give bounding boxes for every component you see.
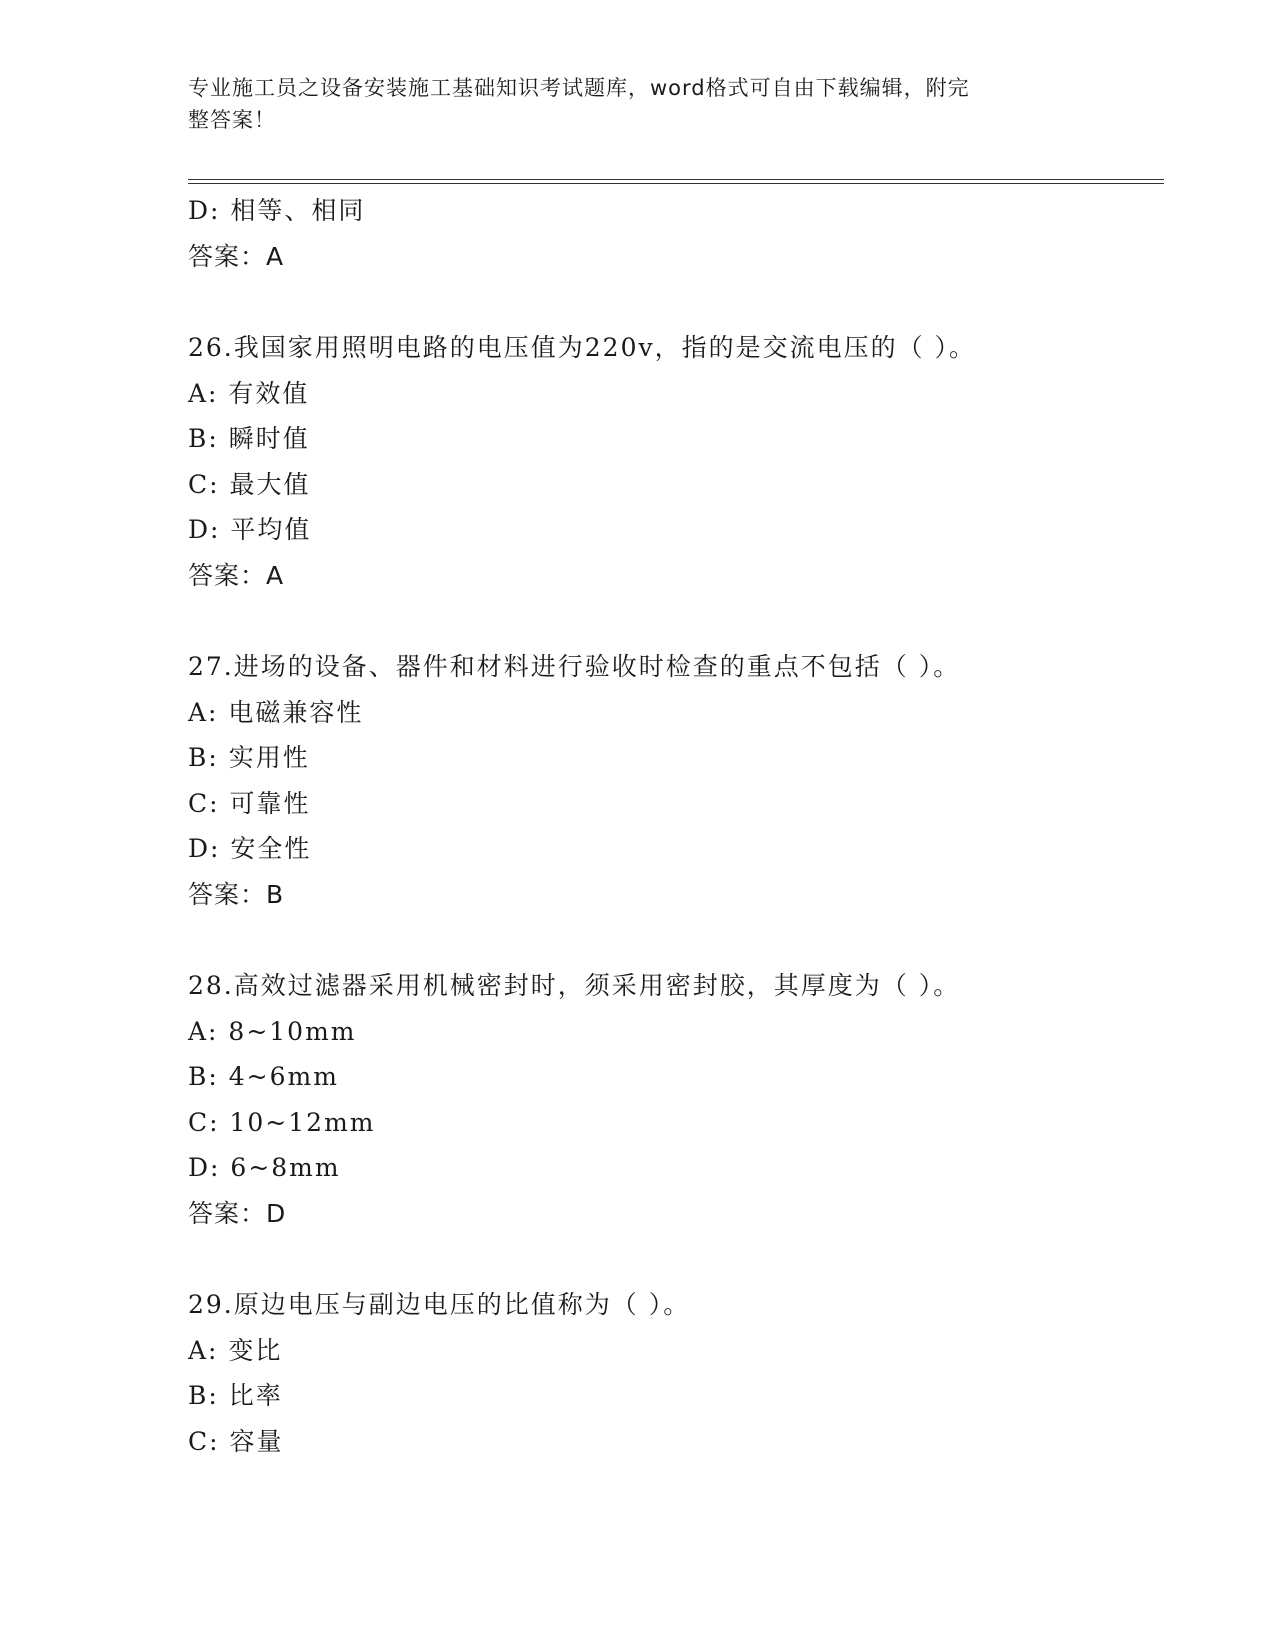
answer-line: 答案：D bbox=[188, 1198, 287, 1228]
header-line-2: 整答案！ bbox=[188, 108, 276, 132]
option-b: B: 实用性 bbox=[188, 743, 310, 772]
question-stem: 26.我国家用照明电路的电压值为220v，指的是交流电压的（ ）。 bbox=[188, 333, 977, 362]
question-stem: 27.进场的设备、器件和材料进行验收时检查的重点不包括（ ）。 bbox=[188, 652, 961, 681]
header-divider-bottom bbox=[188, 183, 1164, 184]
option-c: C: 可靠性 bbox=[188, 788, 311, 818]
question-28 bbox=[188, 963, 1168, 1236]
option-d: D: 安全性 bbox=[188, 834, 312, 863]
option-c: C: 10~12mm bbox=[188, 1107, 376, 1137]
option-b: B: 瞬时值 bbox=[188, 424, 310, 453]
option-a: A: 变比 bbox=[188, 1335, 283, 1365]
option-c: C: 容量 bbox=[188, 1426, 284, 1456]
answer-line: 答案：A bbox=[188, 560, 285, 590]
option-b: B: 比率 bbox=[188, 1381, 283, 1410]
answer-line: 答案：B bbox=[188, 879, 285, 909]
answer-line: 答案：A bbox=[188, 241, 285, 271]
option-d: D: 相等、相同 bbox=[188, 196, 366, 225]
question-list bbox=[188, 188, 1168, 1464]
option-d: D: 平均值 bbox=[188, 515, 312, 544]
option-a: A: 有效值 bbox=[188, 378, 310, 408]
question-26 bbox=[188, 325, 1168, 598]
option-c: C: 最大值 bbox=[188, 469, 311, 499]
question-29 bbox=[188, 1282, 1168, 1464]
document-header bbox=[188, 72, 1068, 136]
question-stem: 29.原边电压与副边电压的比值称为（ ）。 bbox=[188, 1290, 691, 1319]
question-27 bbox=[188, 644, 1168, 917]
option-b: B: 4~6mm bbox=[188, 1062, 339, 1091]
question-stem: 28.高效过滤器采用机械密封时，须采用密封胶，其厚度为（ ）。 bbox=[188, 971, 961, 1000]
option-d: D: 6~8mm bbox=[188, 1153, 341, 1182]
option-a: A: 8~10mm bbox=[188, 1016, 357, 1046]
header-divider-top bbox=[188, 179, 1164, 180]
header-line-1: 专业施工员之设备安装施工基础知识考试题库，word格式可自由下载编辑，附完 bbox=[188, 76, 970, 100]
option-a: A: 电磁兼容性 bbox=[188, 697, 364, 727]
